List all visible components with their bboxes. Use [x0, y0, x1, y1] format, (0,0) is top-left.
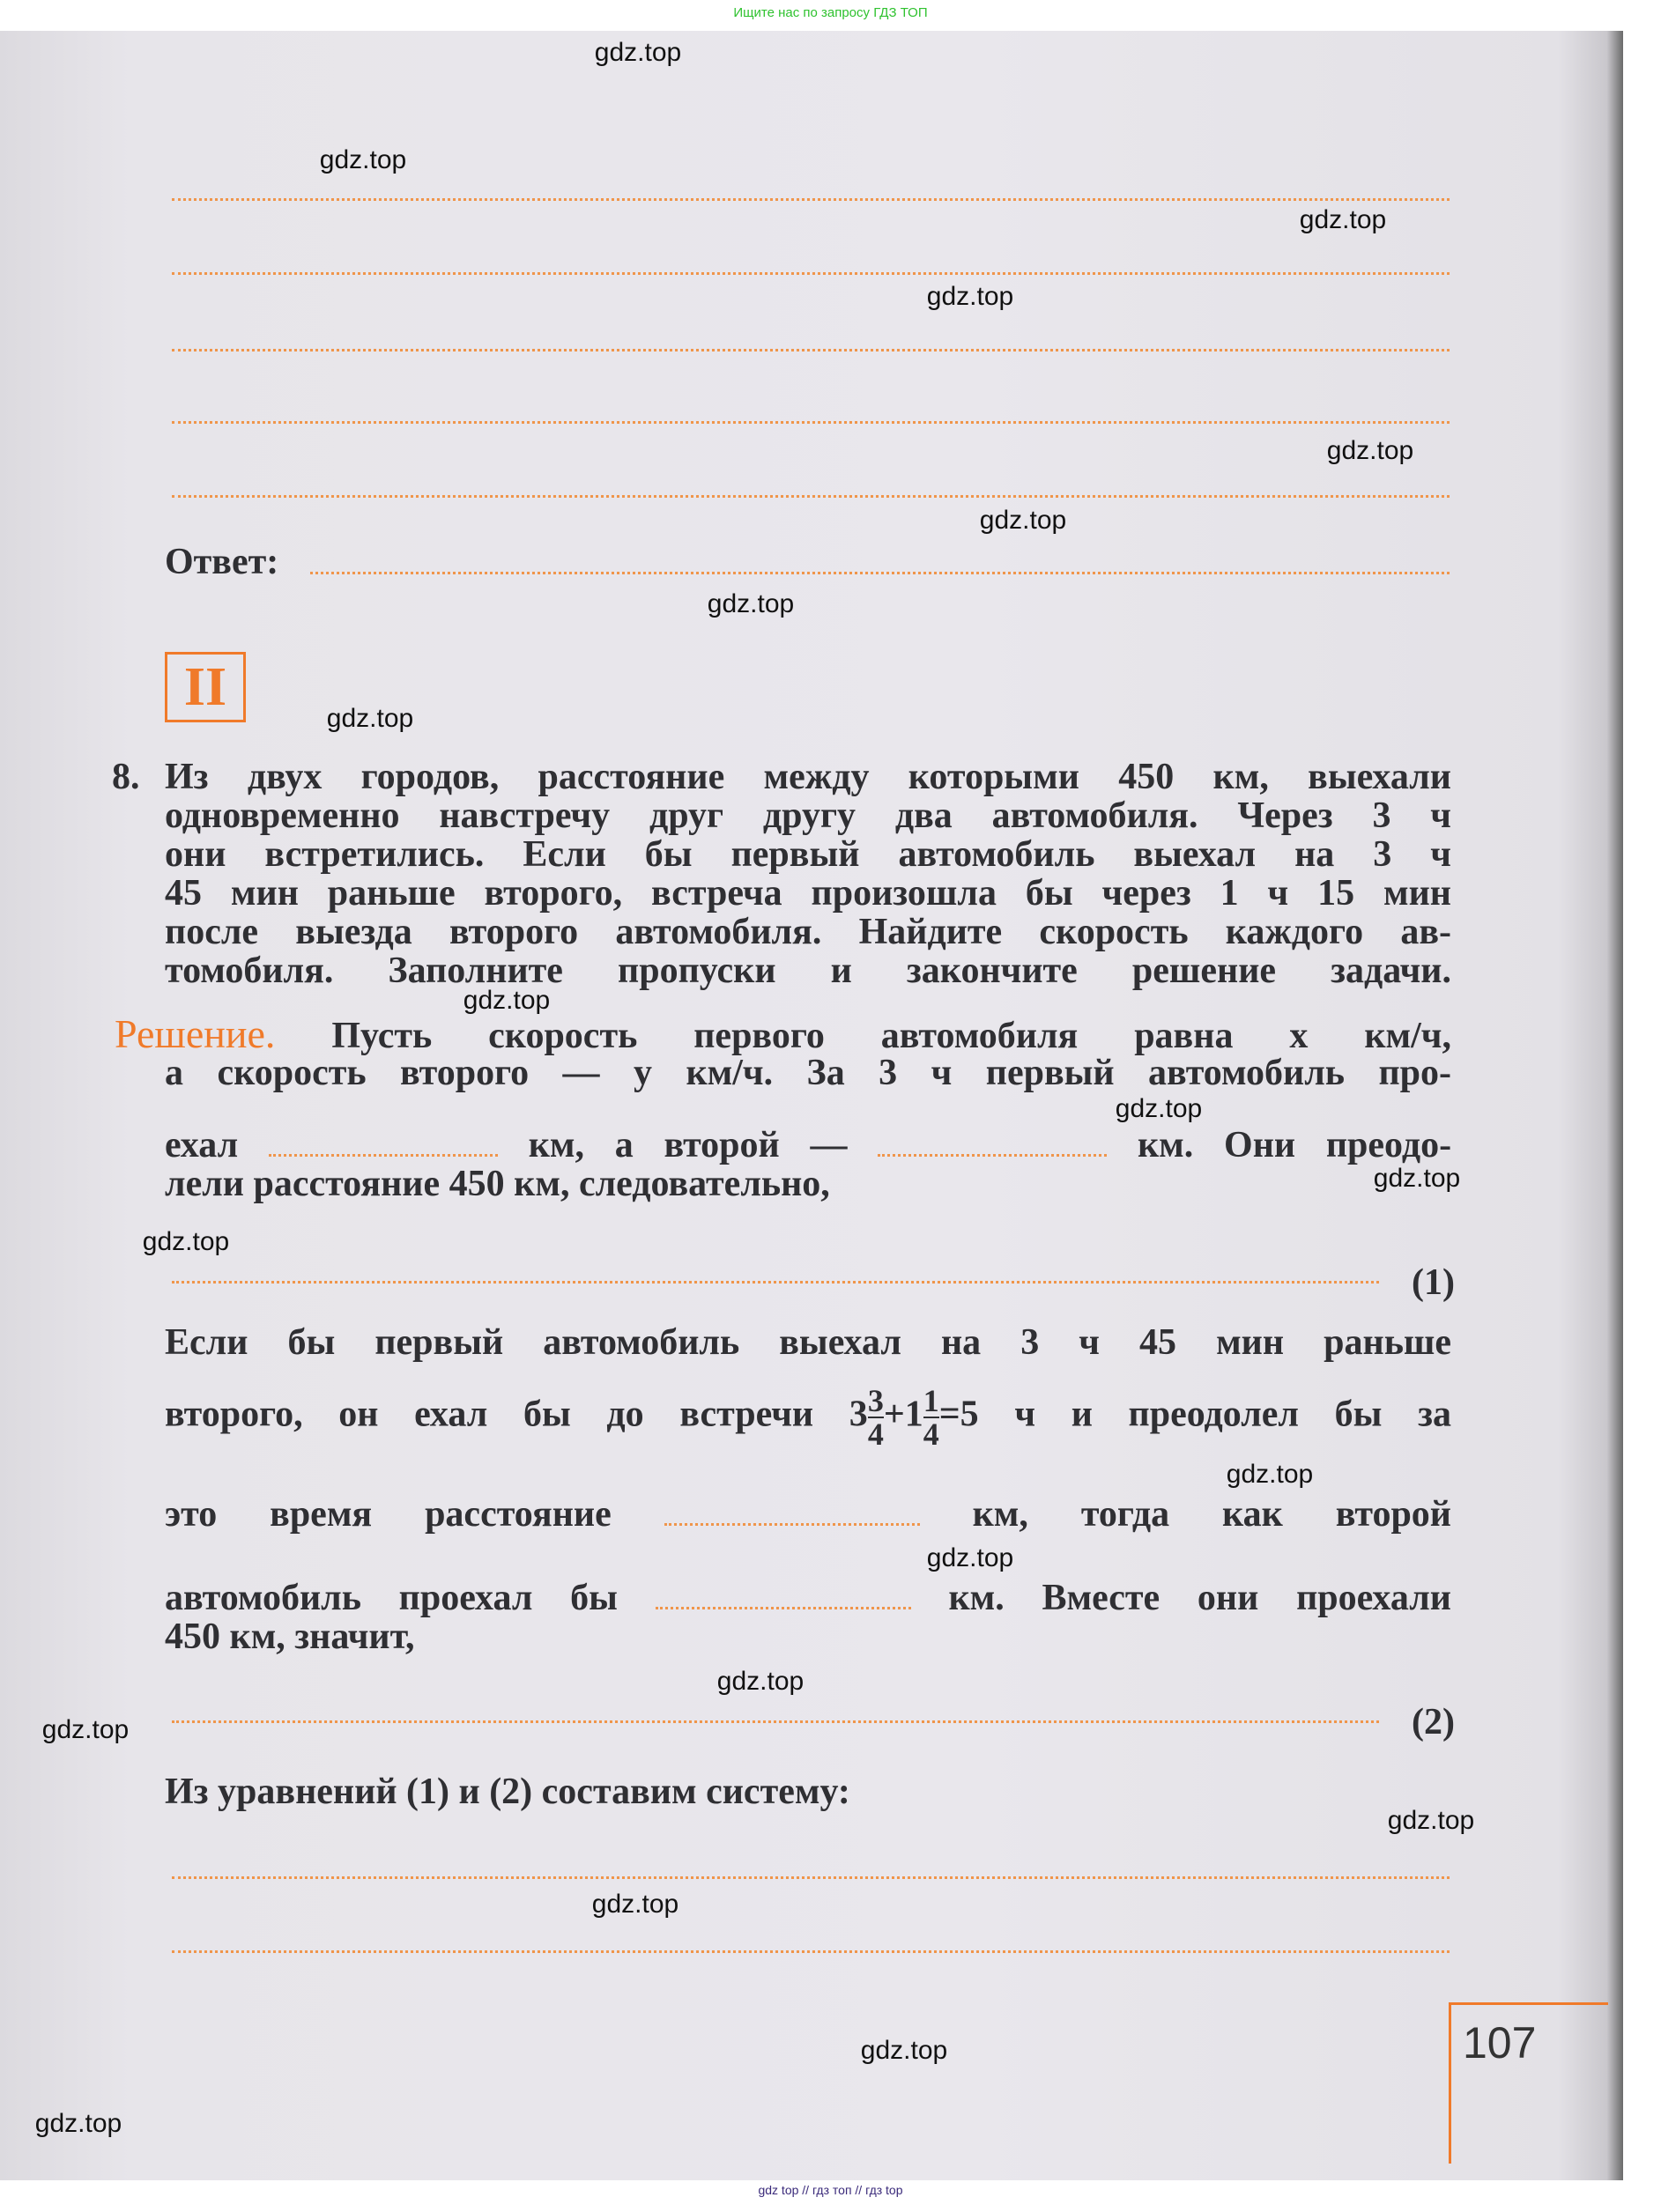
watermark: gdz.top: [463, 986, 551, 1015]
watermark: gdz.top: [594, 38, 682, 67]
problem-number: 8.: [112, 757, 140, 797]
solution-line: [165, 1579, 1451, 1617]
solution-text: лели расстояние 450 км, следовательно,: [165, 1164, 830, 1204]
blank-second-distance-early[interactable]: [656, 1589, 911, 1609]
textbook-page: [0, 31, 1623, 2180]
equation-2-number: (2): [1412, 1702, 1455, 1742]
section-badge: II: [165, 652, 246, 722]
solution-line: [165, 1385, 1451, 1450]
problem-text: после выезда второго автомобиля. Найдите скорость каждого ав-: [165, 912, 1451, 952]
solution-text: Если бы первый автомобиль выехал на 3 ч 45 мин раньше: [165, 1322, 1451, 1363]
blank-second-distance[interactable]: [878, 1136, 1107, 1157]
equation-1-field[interactable]: [172, 1281, 1379, 1284]
watermark: gdz.top: [1373, 1164, 1461, 1193]
answer-line: [172, 272, 1450, 275]
watermark: gdz.top: [34, 2109, 122, 2138]
problem-text: одновременно навстречу друг другу два автомобиля. Через 3 ч: [165, 795, 1451, 836]
watermark: gdz.top: [1387, 1806, 1475, 1835]
answer-line: [172, 421, 1450, 424]
solution-text: км, а второй —: [528, 1125, 848, 1165]
fraction: [923, 1385, 939, 1450]
answer-line: [172, 198, 1450, 201]
solution-text: Пусть скорость первого автомобиля равна x км/ч,: [331, 1016, 1451, 1056]
denominator: 4: [867, 1417, 884, 1452]
solution-text: км. Они преодо-: [1137, 1125, 1452, 1165]
footer-links[interactable]: gdz top // гдз топ // гдз top: [758, 2183, 903, 2197]
equation-1-number: (1): [1412, 1262, 1455, 1303]
watermark: gdz.top: [979, 506, 1067, 535]
solution-text: а скорость второго — y км/ч. За 3 ч первый автомобиль про-: [165, 1053, 1451, 1093]
system-line[interactable]: [172, 1950, 1450, 1953]
watermark: gdz.top: [319, 145, 407, 174]
watermark: gdz.top: [142, 1227, 230, 1256]
problem-text: 45 мин раньше второго, встреча произошла бы через 1 ч 15 мин: [165, 873, 1451, 914]
problem-text: томобиля. Заполните пропуски и закончите решение задачи.: [165, 951, 1451, 991]
watermark: gdz.top: [860, 2036, 948, 2065]
solution-line: [165, 1495, 1451, 1534]
watermark: gdz.top: [716, 1667, 805, 1696]
solution-label: Решение.: [115, 1011, 276, 1056]
search-banner[interactable]: Ищите нас по запросу ГДЗ ТОП: [733, 5, 928, 20]
watermark: gdz.top: [1326, 436, 1414, 465]
denominator: 4: [923, 1417, 939, 1452]
problem-text: они встретились. Если бы первый автомобиль выехал на 3 ч: [165, 834, 1451, 875]
watermark: gdz.top: [1299, 205, 1387, 234]
solution-text: км, тогда как второй: [972, 1494, 1452, 1535]
solution-text: 450 км, значит,: [165, 1616, 415, 1657]
watermark: gdz.top: [1226, 1460, 1314, 1489]
solution-text: ехал: [165, 1125, 239, 1165]
solution-text: +1: [883, 1394, 923, 1435]
solution-text: =5 ч и преодолел бы за: [938, 1394, 1451, 1435]
watermark: gdz.top: [926, 1543, 1014, 1572]
solution-text: Из уравнений (1) и (2) составим систему:: [165, 1772, 850, 1812]
solution-text: это время расстояние: [165, 1494, 612, 1535]
watermark: gdz.top: [926, 282, 1014, 311]
watermark: gdz.top: [707, 589, 795, 618]
equation-2-field[interactable]: [172, 1720, 1379, 1723]
solution-line: [165, 1126, 1451, 1165]
problem-text: Из двух городов, расстояние между которыми 450 км, выехали: [165, 757, 1451, 797]
watermark: gdz.top: [326, 704, 414, 733]
solution-text: второго, он ехал бы до встречи 3: [165, 1394, 868, 1435]
watermark: gdz.top: [41, 1715, 130, 1744]
system-line[interactable]: [172, 1876, 1450, 1879]
watermark: gdz.top: [1115, 1094, 1203, 1123]
solution-text: км. Вместе они проехали: [948, 1578, 1452, 1618]
answer-label: Ответ:: [165, 542, 279, 582]
answer-line: [172, 349, 1450, 351]
answer-line: [172, 495, 1450, 498]
answer-field: [310, 572, 1450, 574]
watermark: gdz.top: [591, 1890, 679, 1919]
numerator: 1: [923, 1383, 939, 1418]
solution-line: [115, 1011, 1451, 1056]
fraction: [868, 1385, 884, 1450]
page-number: 107: [1463, 2018, 1537, 2068]
blank-first-distance-early[interactable]: [664, 1505, 920, 1526]
solution-text: автомобиль проехал бы: [165, 1578, 618, 1618]
blank-first-distance[interactable]: [269, 1136, 498, 1157]
numerator: 3: [867, 1383, 884, 1418]
